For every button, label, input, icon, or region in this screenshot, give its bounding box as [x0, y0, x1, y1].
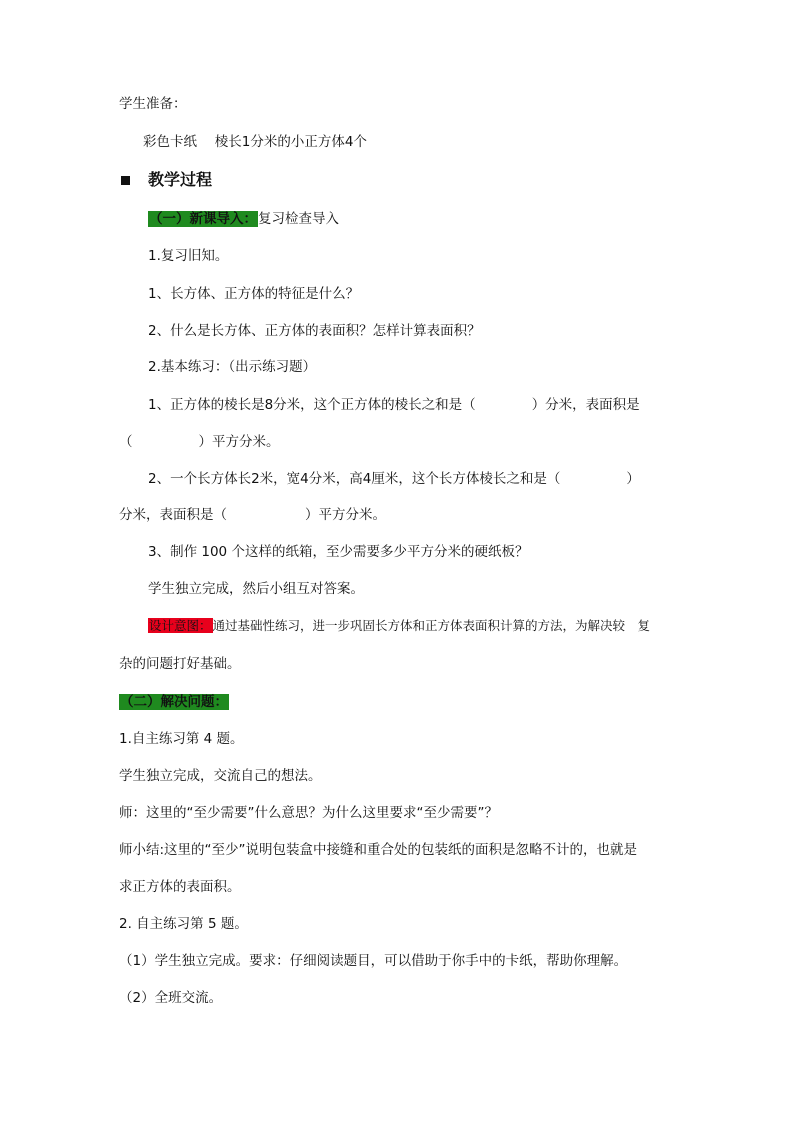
part2-p6: 2. 自主练习第 5 题。: [119, 916, 248, 932]
bullet-icon: [121, 176, 130, 185]
exercise-2-part-d: ）平方分米。: [305, 507, 386, 523]
part2-heading: [119, 693, 229, 711]
review-line: 1.复习旧知。: [148, 248, 229, 264]
part1-heading: [148, 210, 339, 228]
exercise-1-line2: [119, 433, 280, 451]
design-intent-label: 设计意图：: [149, 618, 212, 633]
exercise-1-part-d: ）平方分米。: [198, 434, 280, 450]
exercise-1-part-c: （: [119, 434, 133, 450]
prep-items: 彩色卡纸 棱长1分米的小正方体4个: [143, 134, 367, 150]
exercise-1-line1: [148, 396, 640, 414]
exercise-2-line1: [148, 470, 640, 488]
part2-p1: 1.自主练习第 4 题。: [119, 731, 244, 747]
part2-p5: 求正方体的表面积。: [119, 879, 241, 895]
part2-p7: （1）学生独立完成。要求：仔细阅读题目，可以借助于你手中的卡纸，帮助你理解。: [119, 953, 628, 969]
question-2: 2、什么是长方体、正方体的表面积？怎样计算表面积？: [148, 323, 481, 339]
exercise-1-part-a: 1、正方体的棱长是8分米，这个正方体的棱长之和是（: [148, 397, 476, 413]
exercise-2-part-c: 分米，表面积是（: [119, 507, 227, 523]
design-intent-line1: [148, 617, 650, 635]
part2-p3: 师：这里的“至少需要”什么意思？为什么这里要求“至少需要”？: [119, 805, 498, 821]
prep-title: 学生准备：: [119, 96, 187, 112]
part2-label: （二）解决问题：: [120, 694, 228, 710]
part1-label: （一）新课导入：: [149, 211, 257, 227]
section-title: 教学过程: [148, 170, 213, 189]
exercise-2-part-b: ）: [626, 471, 640, 487]
solo-work: 学生独立完成，然后小组互对答案。: [148, 581, 364, 597]
exercise-2-part-a: 2、一个长方体长2米，宽4分米，高4厘米，这个长方体棱长之和是（: [148, 471, 561, 487]
design-intent-line2: 杂的问题打好基础。: [119, 656, 241, 672]
part2-p8: （2）全班交流。: [119, 990, 223, 1006]
part1-text: 复习检查导入: [258, 211, 339, 227]
question-1: 1、长方体、正方体的特征是什么？: [148, 286, 360, 302]
exercise-3: 3、制作 100 个这样的纸箱，至少需要多少平方分米的硬纸板？: [148, 544, 529, 560]
part2-p2: 学生独立完成，交流自己的想法。: [119, 768, 322, 784]
exercise-2-line2: [119, 506, 386, 524]
exercise-1-part-b: ）分米，表面积是: [531, 397, 640, 413]
practice-line: 2.基本练习：（出示练习题）: [148, 359, 317, 375]
part2-p4: 师小结:这里的“至少”说明包装盒中接缝和重合处的包装纸的面积是忽略不计的，也就是: [119, 842, 638, 858]
design-intent-text: 通过基础性练习，进一步巩固长方体和正方体表面积计算的方法，为解决较 复: [212, 618, 651, 633]
